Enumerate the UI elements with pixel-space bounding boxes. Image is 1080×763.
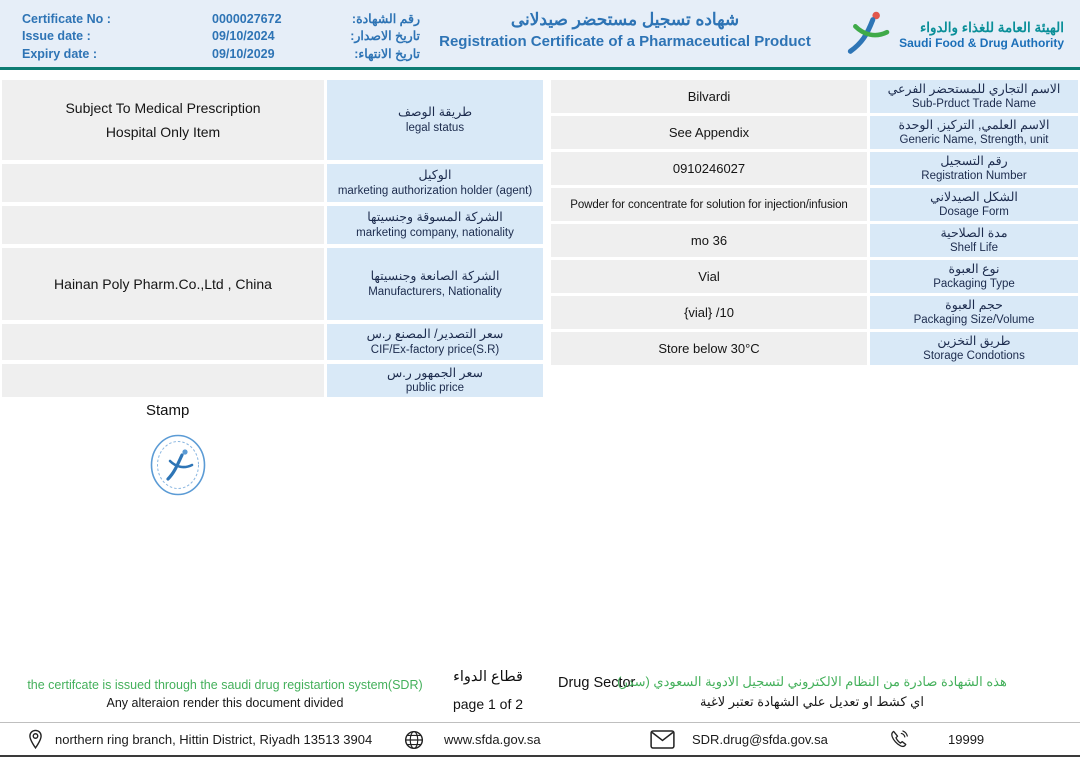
drug-sector-arabic: قطاع الدواء (453, 669, 523, 685)
label-english: legal status (405, 121, 465, 134)
label-arabic: الوكيل (418, 168, 452, 183)
label-arabic: الشركة الصانعة وجنسيتها (370, 269, 500, 284)
label-cell (327, 164, 543, 202)
issuance-note-line2: Any alteraion render this document divided (106, 696, 344, 711)
page-title (400, 9, 850, 52)
value-cell: 0910246027 (551, 152, 867, 185)
value-cell (2, 80, 324, 160)
label-english: Packaging Type (933, 278, 1015, 291)
label-english: Manufacturers, Nationality (368, 285, 502, 298)
certificate-no-label: Certificate No : (22, 12, 111, 26)
label-cell (870, 224, 1078, 257)
label-english: Packaging Size/Volume (913, 314, 1035, 327)
label-english: Shelf Life (950, 242, 998, 255)
address-text: northern ring branch, Hittin District, Riyadh 13513 3904 (55, 732, 373, 747)
label-arabic: الاسم التجاري للمستحضر الفرعي (887, 81, 1061, 96)
issue-date-value: 09/10/2024 (212, 29, 275, 44)
label-arabic: نوع العبوة (948, 261, 1000, 276)
label-english: marketing authorization holder (agent) (337, 184, 533, 197)
phone-number-text: 19999 (948, 732, 985, 747)
table-row-public-price (2, 364, 543, 397)
left-table (2, 80, 543, 397)
label-arabic: طريق التخزين (937, 333, 1011, 348)
value-cell: Bilvardi (551, 80, 867, 113)
value-cell (2, 164, 324, 202)
contact-footer (0, 722, 1080, 756)
table-row-legal-status (2, 80, 543, 160)
issuance-note-arabic (612, 672, 1012, 712)
value-cell: See Appendix (551, 116, 867, 149)
value-cell (2, 206, 324, 244)
table-row-registration-number (551, 152, 1078, 185)
table-row-shelf-life (551, 224, 1078, 257)
label-english: Registration Number (921, 170, 1027, 183)
value-cell: {vial} /10 (551, 296, 867, 329)
expiry-date-label: Expiry date : (22, 46, 98, 61)
legal-status-line1: Subject To Medical Prescription (65, 99, 261, 116)
label-cell (327, 248, 543, 320)
label-arabic: رقم التسجيل (940, 153, 1008, 168)
drug-sector-english: Drug Sector (558, 675, 636, 691)
label-cell (870, 80, 1078, 113)
table-row-storage-conditions (551, 332, 1078, 365)
value-cell: Hainan Poly Pharm.Co.,Ltd , China (2, 248, 324, 320)
globe-icon (404, 723, 424, 756)
label-arabic: طريقة الوصف (397, 105, 473, 120)
label-arabic: الشكل الصيدلاني (930, 189, 1018, 204)
label-english: marketing company, nationality (356, 226, 514, 239)
label-arabic: الاسم العلمي, التركيز, الوحدة (898, 117, 1050, 132)
certificate-no-value: 0000027672 (212, 12, 282, 26)
label-cell (870, 260, 1078, 293)
issuance-note-ar-line2: اي كشط او تعديل علي الشهادة تعتبر لاغية (700, 694, 924, 710)
website-text: www.sfda.gov.sa (444, 732, 541, 747)
table-row-packaging-type (551, 260, 1078, 293)
value-cell: Powder for concentrate for solution for injection/infusion (551, 188, 867, 221)
label-cell (870, 152, 1078, 185)
certificate-info (22, 11, 420, 62)
value-cell (2, 364, 324, 397)
email-text: SDR.drug@sfda.gov.sa (692, 732, 828, 747)
label-cell (327, 80, 543, 160)
label-cell (327, 206, 543, 244)
label-english: public price (405, 382, 465, 395)
label-cell (870, 332, 1078, 365)
header (0, 0, 1080, 70)
label-arabic: سعر التصدير/ المصنع ر.س (366, 327, 504, 342)
expiry-date-label-ar: تاريخ الانتهاء: (354, 46, 420, 61)
table-row-manufacturers (2, 248, 543, 320)
label-cell (870, 188, 1078, 221)
table-row-agent (2, 164, 543, 202)
sfda-logo (842, 8, 1064, 63)
stamp-seal-icon (149, 433, 207, 502)
page-number: page 1 of 2 (452, 696, 524, 712)
issuance-note-line1: the certifcate is issued through the saudi drug registartion system(SDR) (27, 678, 423, 692)
value-cell (2, 324, 324, 360)
table-row-marketing-company (2, 206, 543, 244)
issue-date-label-ar: تاريخ الاصدار: (350, 29, 420, 44)
table-row-dosage-form (551, 188, 1078, 221)
stamp-label: Stamp (146, 402, 190, 419)
label-english: CIF/Ex-factory price(S.R) (370, 343, 500, 356)
label-arabic: سعر الجمهور ر.س (387, 365, 483, 380)
value-cell: mo 36 (551, 224, 867, 257)
sfda-name-arabic: الهيئة العامة للغذاء والدواء (919, 19, 1064, 35)
page-title-arabic: شهاده تسجيل مستحضر صيدلانى (510, 10, 740, 29)
label-english: Sub-Prduct Trade Name (911, 98, 1036, 111)
value-cell: Store below 30°C (551, 332, 867, 365)
label-arabic: مدة الصلاحية (940, 225, 1008, 240)
table-row-trade-name (551, 80, 1078, 113)
label-cell (327, 324, 543, 360)
table-row-packaging-size (551, 296, 1078, 329)
label-english: Storage Condotions (923, 350, 1025, 363)
label-cell (870, 296, 1078, 329)
label-english: Generic Name, Strength, unit (899, 134, 1049, 147)
phone-icon (888, 723, 909, 756)
page-bottom-rule (0, 755, 1080, 757)
label-english: Dosage Form (939, 206, 1009, 219)
sfda-figure-icon (842, 8, 892, 63)
label-cell (870, 116, 1078, 149)
table-row-generic-name (551, 116, 1078, 149)
issuance-note-ar-line1: هذه الشهادة صادرة من النظام الالكتروني لتسجيل الادوية السعودي (سدر) (617, 674, 1007, 689)
value-cell: Vial (551, 260, 867, 293)
issue-date-label: Issue date : (22, 29, 91, 44)
expiry-date-value: 09/10/2029 (212, 46, 275, 61)
envelope-icon (650, 723, 675, 756)
sfda-name-english: Saudi Food & Drug Authority (899, 36, 1064, 51)
table-row-cif-price (2, 324, 543, 360)
label-cell (327, 364, 543, 397)
right-table (551, 80, 1078, 365)
label-arabic: حجم العبوة (945, 297, 1003, 312)
label-arabic: الشركة المسوقة وجنسيتها (367, 210, 503, 225)
certificate-no-label-ar: رقم الشهادة: (351, 12, 420, 26)
location-pin-icon (27, 723, 44, 756)
legal-status-line2: Hospital Only Item (105, 124, 221, 140)
page-title-english: Registration Certificate of a Pharmaceutical Product (439, 32, 811, 50)
issuance-note-english (8, 676, 442, 712)
